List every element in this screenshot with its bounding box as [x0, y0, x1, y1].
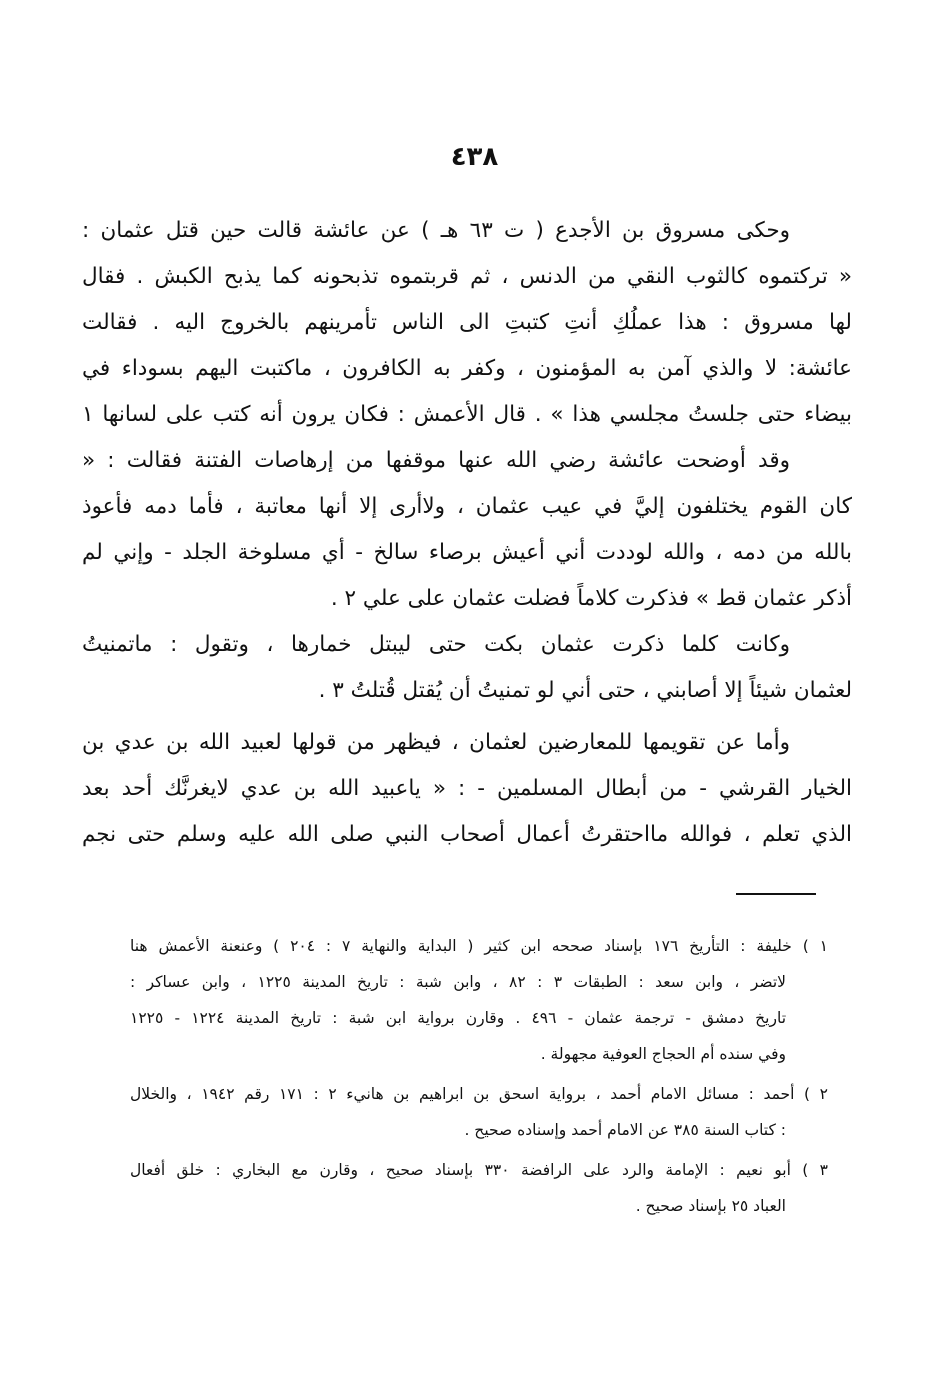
text-line: عائشة: لا والذي آمن به المؤمنون ، وكفر به الكافرون ، ماكتبت اليهم بسوداء في — [82, 356, 852, 381]
footnote-line: تاريخ دمشق - ترجمة عثمان - ٤٩٦ . وقارن برواية ابن شبة : تاريخ المدينة ١٢٢٤ - ١٢٢٥ — [130, 1009, 787, 1027]
paragraph — [82, 720, 852, 858]
footnote-line: وفي سنده أم الحجاج العوفية مجهولة . — [540, 1045, 786, 1063]
paragraph — [82, 208, 852, 438]
paragraph — [82, 438, 852, 622]
footnotes — [130, 928, 828, 1224]
text-line: الذي تعلم ، فوالله مااحتقرتُ أعمال أصحاب النبي صلى الله عليه وسلم حتى نجم — [82, 822, 852, 847]
footnote-line: ١ ) خليفة : التأريخ ١٧٦ بإسناد صححه ابن كثير ( البداية والنهاية ٧ : ٢٠٤ ) وعنعنة الأعمش هنا — [130, 937, 828, 955]
text-line: لعثمان شيئاً إلا أصابني ، حتى أني لو تمنيتُ أن يُقتل قُتلتُ ٣ . — [318, 678, 852, 703]
footnote-line: ٣ ) أبو نعيم : الإمامة والرد على الرافضة ٣٣٠ بإسناد صحيح ، وقارن مع البخاري : خلق أفعال — [130, 1161, 828, 1179]
text-line: كان القوم يختلفون إليَّ في عيب عثمان ، ولاأرى إلا أنها معاتبة ، فأما دمه فأعوذ — [82, 494, 852, 519]
paragraph — [82, 622, 852, 714]
footnote-1 — [130, 928, 828, 1072]
footnote-line: لاتضر ، وابن سعد : الطبقات ٣ : ٨٢ ، وابن شبة : تاريخ المدينة ١٢٢٥ ، وابن عساكر : — [130, 973, 786, 991]
text-line: الخيار القرشي - من أبطال المسلمين - : « ياعبيد الله بن عدي لايغرنَّك أحد بعد — [82, 776, 852, 801]
main-text — [82, 208, 852, 858]
page-number: ٤٣٨ — [450, 142, 499, 172]
text-line: بيضاء حتى جلستُ مجلسي هذا » . قال الأعمش : فكان يرون أنه كتب على لسانها ١ — [82, 402, 852, 427]
footnote-divider — [736, 893, 816, 895]
text-line: « تركتموه كالثوب النقي من الدنس ، ثم قربتموه تذبحونه كما يذبح الكبش . فقال — [82, 264, 852, 289]
footnote-3 — [130, 1152, 828, 1224]
text-line: وقد أوضحت عائشة رضي الله عنها موقفها من إرهاصات الفتنة فقالت : « — [82, 448, 790, 473]
text-line: بالله من دمه ، والله لوددت أني أعيش برصاء سالخ - أي مسلوخة الجلد - وإني لم — [82, 540, 852, 565]
text-line: وحكى مسروق بن الأجدع ( ت ٦٣ هـ ) عن عائشة قالت حين قتل عثمان : — [82, 218, 791, 243]
text-line: لها مسروق : هذا عملُكِ أنتِ كتبتِ الى الناس تأمرينهم بالخروج اليه . فقالت — [82, 310, 852, 335]
text-line: وأما عن تقويمها للمعارضين لعثمان ، فيظهر من قولها لعبيد الله بن عدي بن — [82, 730, 790, 755]
footnote-line: : كتاب السنة ٣٨٥ عن الامام أحمد وإسناده صحيح . — [464, 1121, 786, 1139]
footnote-line: العباد ٢٥ بإسناد صحيح . — [635, 1197, 786, 1215]
text-line: أذكر عثمان قط » فذكرت كلاماً فضلت عثمان على علي ٢ . — [330, 586, 852, 611]
text-line: وكانت كلما ذكرت عثمان بكت حتى ليبتل خمارها ، وتقول : ماتمنيتُ — [82, 632, 790, 657]
footnote-2 — [130, 1076, 828, 1148]
footnote-line: ٢ ) أحمد : مسائل الامام أحمد ، برواية اسحق بن ابراهيم بن هانيء ٢ : ١٧١ رقم ١٩٤٢ ، والخلال — [130, 1085, 828, 1103]
